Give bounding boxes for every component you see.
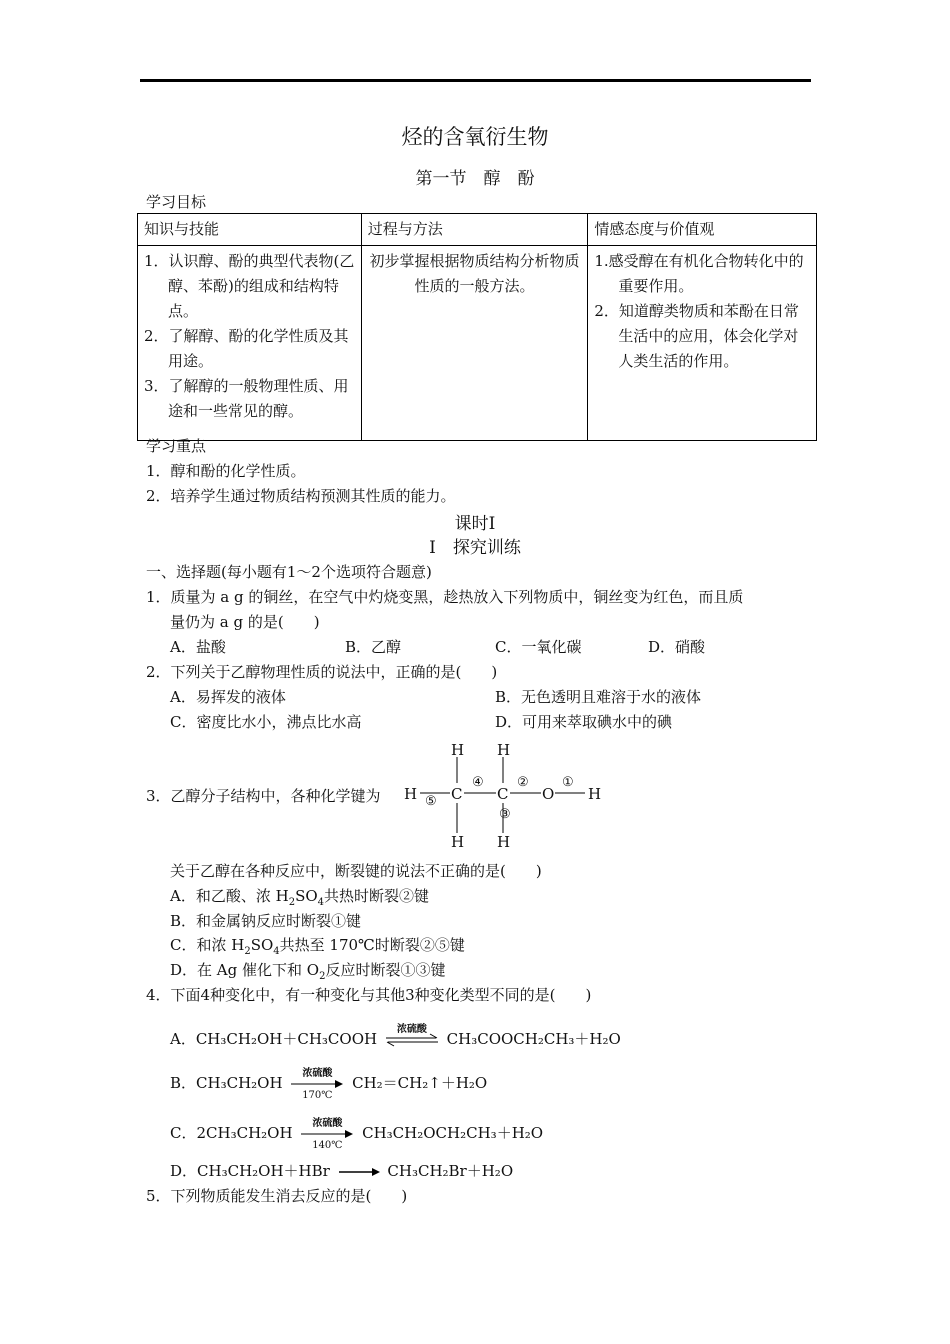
q1-stem-cont: 量仍为 a g 的是( ) <box>170 613 320 631</box>
q3-stem-cont: 关于乙醇在各种反应中，断裂键的说法不正确的是( ) <box>170 862 542 880</box>
q1-stem: 1．质量为 a g 的铜丝，在空气中灼烧变黑，趁热放入下列物质中，铜丝变为红色，而且质 <box>146 588 744 606</box>
subscript: 2 <box>319 971 326 982</box>
atom-c: C <box>451 785 463 803</box>
q4-option-b <box>170 1068 488 1101</box>
q3-option-d-text: D．在 Ag 催化下和 O <box>170 961 320 979</box>
goals-header-process: 过程与方法 <box>361 214 588 246</box>
q2-option-a: A．易挥发的液体 <box>170 688 286 706</box>
goals-table <box>137 213 817 441</box>
temperature-label: 170℃ <box>302 1090 333 1101</box>
ethanol-structure <box>400 737 610 857</box>
goals-header-knowledge: 知识与技能 <box>138 214 362 246</box>
q5-stem: 5．下列物质能发生消去反应的是( ) <box>146 1187 408 1205</box>
goals-col-process <box>361 246 588 441</box>
goal-item: 2．了解醇、酚的化学性质及其用途。 <box>144 327 349 370</box>
atom-h: H <box>588 785 602 803</box>
equation-reactants: D．CH₃CH₂OH＋HBr <box>170 1162 330 1180</box>
reaction-arrow <box>299 1118 355 1151</box>
q1-option-c: C．一氧化碳 <box>495 638 582 656</box>
doc-subtitle: 第一节 醇 酚 <box>415 169 535 189</box>
q1-option-b: B．乙醇 <box>345 638 402 656</box>
equation-products: CH₃COOCH₂CH₃＋H₂O <box>446 1030 621 1048</box>
reaction-arrow <box>337 1164 381 1180</box>
q3-stem: 3．乙醇分子结构中，各种化学键为 <box>146 787 381 805</box>
goal-item: 1.感受醇在有机化合物转化中的重要作用。 <box>594 252 804 295</box>
atom-c: C <box>497 785 509 803</box>
goal-item: 1．认识醇、酚的典型代表物(乙醇、苯酚)的组成和结构特点。 <box>144 252 355 320</box>
q3-option-a <box>170 885 429 908</box>
q3-option-c <box>170 934 465 957</box>
goal-item: 初步掌握根据物质结构分析物质性质的一般方法。 <box>369 252 580 295</box>
focus-item: 1．醇和酚的化学性质。 <box>146 462 306 480</box>
equation-reactants: C．2CH₃CH₂OH <box>170 1124 293 1142</box>
goals-header-attitude: 情感态度与价值观 <box>588 214 817 246</box>
bond-label-3: ③ <box>499 807 511 822</box>
subscript: 2 <box>244 946 251 957</box>
part-heading: 一、选择题(每小题有1～2个选项符合题意) <box>146 563 432 581</box>
subscript: 2 <box>288 897 296 908</box>
q3-option-c-text: SO <box>250 936 274 954</box>
equation-products: CH₂＝CH₂↑＋H₂O <box>352 1074 488 1092</box>
goal-item: 3．了解醇的一般物理性质、用途和一些常见的醇。 <box>144 377 349 420</box>
equation-reactants: A．CH₃CH₂OH＋CH₃COOH <box>170 1030 378 1048</box>
q3-option-d <box>170 959 445 982</box>
q3-option-a-text: A．和乙酸、浓 H <box>170 887 289 905</box>
q4-option-a <box>170 1024 621 1049</box>
temperature-label: 140℃ <box>312 1140 343 1151</box>
focus-item: 2．培养学生通过物质结构预测其性质的能力。 <box>146 487 456 505</box>
bond-label-4: ④ <box>472 775 484 790</box>
q2-stem: 2．下列关于乙醇物理性质的说法中，正确的是( ) <box>146 663 498 681</box>
lesson-label: 课时Ⅰ <box>454 514 496 534</box>
atom-h: H <box>497 833 511 851</box>
q3-option-c-text: 共热至 170℃时断裂②⑤键 <box>279 936 465 954</box>
condition-label: 浓硫酸 <box>312 1118 343 1129</box>
subscript: 4 <box>273 946 280 957</box>
q4-stem: 4．下面4种变化中，有一种变化与其他3种变化类型不同的是( ) <box>146 986 592 1004</box>
q2-option-d: D．可用来萃取碘水中的碘 <box>495 713 673 731</box>
atom-o: O <box>542 785 555 803</box>
focus-heading: 学习重点 <box>146 437 207 455</box>
q3-option-b: B．和金属钠反应时断裂①键 <box>170 912 362 930</box>
goals-heading: 学习目标 <box>146 193 207 211</box>
goals-col-attitude <box>588 246 817 441</box>
q2-option-c: C．密度比水小，沸点比水高 <box>170 713 362 731</box>
q1-option-d: D．硝酸 <box>648 638 706 656</box>
q3-option-a-text: SO <box>295 887 318 905</box>
q1-option-a: A．盐酸 <box>170 638 226 656</box>
goals-col-knowledge <box>138 246 362 441</box>
equation-products: CH₃CH₂OCH₂CH₃＋H₂O <box>362 1124 544 1142</box>
reaction-arrow <box>289 1068 345 1101</box>
atom-h: H <box>497 741 511 759</box>
condition-label: 浓硫酸 <box>302 1068 333 1079</box>
subscript: 4 <box>317 897 325 908</box>
doc-title: 烃的含氧衍生物 <box>401 125 549 149</box>
q4-option-d <box>170 1160 513 1181</box>
q3-option-c-text: C．和浓 H <box>170 936 245 954</box>
condition-label: 浓硫酸 <box>396 1024 427 1035</box>
q3-option-d-text: 反应时断裂①③键 <box>325 961 446 979</box>
q3-option-a-text: 共热时断裂②键 <box>324 887 430 905</box>
q2-option-b: B．无色透明且难溶于水的液体 <box>495 688 702 706</box>
goal-item: 2．知道醇类物质和苯酚在日常生活中的应用，体会化学对人类生活的作用。 <box>594 302 799 370</box>
top-rule <box>140 79 811 82</box>
q4-option-c <box>170 1118 544 1151</box>
atom-h: H <box>451 833 465 851</box>
atom-h: H <box>404 785 418 803</box>
section-heading: Ⅰ 探究训练 <box>429 538 521 558</box>
bond-label-5: ⑤ <box>425 794 437 809</box>
bond-label-2: ② <box>517 775 529 790</box>
atom-h: H <box>451 741 465 759</box>
bond-label-1: ① <box>562 775 574 790</box>
reversible-arrow <box>384 1024 440 1048</box>
equation-reactants: B．CH₃CH₂OH <box>170 1074 283 1092</box>
equation-products: CH₃CH₂Br＋H₂O <box>387 1162 514 1180</box>
